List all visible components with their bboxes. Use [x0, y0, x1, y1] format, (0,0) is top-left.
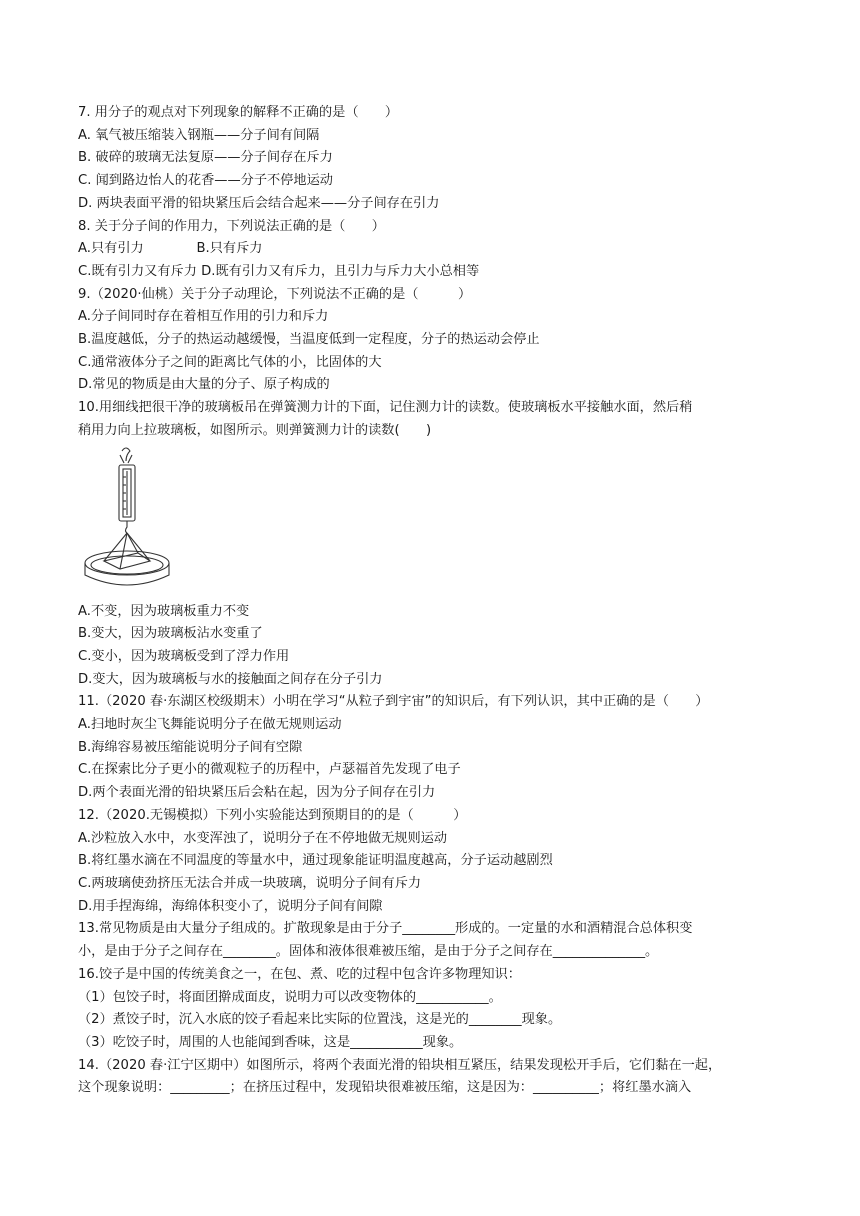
- question-12-stem: 12.（2020.无锡模拟）下列小实验能达到预期目的的是（ ）: [78, 807, 467, 823]
- question-13-line-1: 13.常见物质是由大量分子组成的。扩散现象是由于分子________形成的。一定量的水和酒精混合总体积变: [78, 921, 693, 937]
- question-10-option-a: A.不变，因为玻璃板重力不变: [78, 603, 250, 619]
- question-11-stem: 11.（2020 春·东湖区校级期末）小明在学习“从粒子到宇宙”的知识后，有下列认识，其中正确的是（ ）: [78, 694, 709, 710]
- question-page: [78, 102, 788, 1100]
- question-9-option-a: A.分子间同时存在着相互作用的引力和斥力: [78, 309, 329, 325]
- question-9-option-d: D.常见的物质是由大量的分子、原子构成的: [78, 377, 330, 393]
- question-9-option-c: C.通常液体分子之间的距离比气体的小，比固体的大: [78, 354, 382, 370]
- question-7-option-c: C. 闻到路边怡人的花香——分子不停地运动: [78, 173, 333, 189]
- spring-scale-glass-plate-illustration: [82, 445, 182, 595]
- question-7-option-b: B. 破碎的玻璃无法复原——分子间存在斥力: [78, 150, 333, 166]
- question-10-option-b: B.变大，因为玻璃板沾水变重了: [78, 626, 263, 642]
- question-12-option-b: B.将红墨水滴在不同温度的等量水中，通过现象能证明温度越高，分子运动越剧烈: [78, 853, 553, 869]
- question-16-part-1: （1）包饺子时，将面团擀成面皮，说明力可以改变物体的___________。: [78, 989, 502, 1005]
- question-10-option-d: D.变大，因为玻璃板与水的接触面之间存在分子引力: [78, 671, 383, 687]
- question-12-option-c: C.两玻璃使劲挤压无法合并成一块玻璃，说明分子间有斥力: [78, 875, 422, 891]
- question-14-line-1: 14.（2020 春·江宁区期中）如图所示，将两个表面光滑的铅块相互紧压，结果发现松开手后，它们黏在一起，: [78, 1057, 722, 1073]
- question-8-options-ab: A.只有引力 B.只有斥力: [78, 241, 263, 257]
- question-8-stem: 8. 关于分子间的作用力，下列说法正确的是（ ）: [78, 218, 385, 234]
- question-16-part-3: （3）吃饺子时，周围的人也能闻到香味，这是___________现象。: [78, 1034, 463, 1050]
- question-8-options-cd: C.既有引力又有斥力 D.既有引力又有斥力，且引力与斥力大小总相等: [78, 263, 480, 279]
- question-14-line-2: 这个现象说明：_________；在挤压过程中，发现铅块很难被压缩，这是因为：__________；将红墨水滴入: [78, 1080, 692, 1096]
- question-10-option-c: C.变小，因为玻璃板受到了浮力作用: [78, 648, 290, 664]
- question-16-part-2: （2）煮饺子时，沉入水底的饺子看起来比实际的位置浅，这是光的________现象。: [78, 1012, 562, 1028]
- text-block-a: [78, 102, 788, 443]
- question-11-option-b: B.海绵容易被压缩能说明分子间有空隙: [78, 739, 303, 755]
- question-11-option-c: C.在探索比分子更小的微观粒子的历程中，卢瑟福首先发现了电子: [78, 762, 461, 778]
- question-11-option-d: D.两个表面光滑的铅块紧压后会粘在起，因为分子间存在引力: [78, 785, 436, 801]
- question-10-stem-line-1: 10.用细线把很干净的玻璃板吊在弹簧测力计的下面，记住测力计的读数。使玻璃板水平接触水面，然后稍: [78, 400, 693, 416]
- question-12-option-d: D.用手捏海绵，海绵体积变小了，说明分子间有间隙: [78, 898, 383, 914]
- question-13-line-2: 小，是由于分子之间存在________。固体和液体很难被压缩，是由于分子之间存在______________。: [78, 944, 659, 960]
- text-block-b: [78, 601, 788, 1100]
- question-7-stem: 7. 用分子的观点对下列现象的解释不正确的是（ ）: [78, 105, 399, 120]
- question-9-option-b: B.温度越低，分子的热运动越缓慢，当温度低到一定程度，分子的热运动会停止: [78, 332, 540, 348]
- question-16-stem: 16.饺子是中国的传统美食之一，在包、煮、吃的过程中包含许多物理知识：: [78, 966, 521, 982]
- question-7-option-a: A. 氧气被压缩装入钢瓶——分子间有间隔: [78, 127, 320, 143]
- question-12-option-a: A.沙粒放入水中，水变浑浊了，说明分子在不停地做无规则运动: [78, 830, 448, 846]
- spring-scale-figure: [78, 443, 788, 601]
- question-10-stem-line-2: 稍用力向上拉玻璃板，如图所示。则弹簧测力计的读数( ): [78, 422, 432, 438]
- question-11-option-a: A.扫地时灰尘飞舞能说明分子在做无规则运动: [78, 717, 342, 733]
- question-9-stem: 9.（2020·仙桃）关于分子动理论，下列说法不正确的是（ ）: [78, 286, 472, 302]
- question-7-option-d: D. 两块表面平滑的铅块紧压后会结合起来——分子间存在引力: [78, 195, 440, 211]
